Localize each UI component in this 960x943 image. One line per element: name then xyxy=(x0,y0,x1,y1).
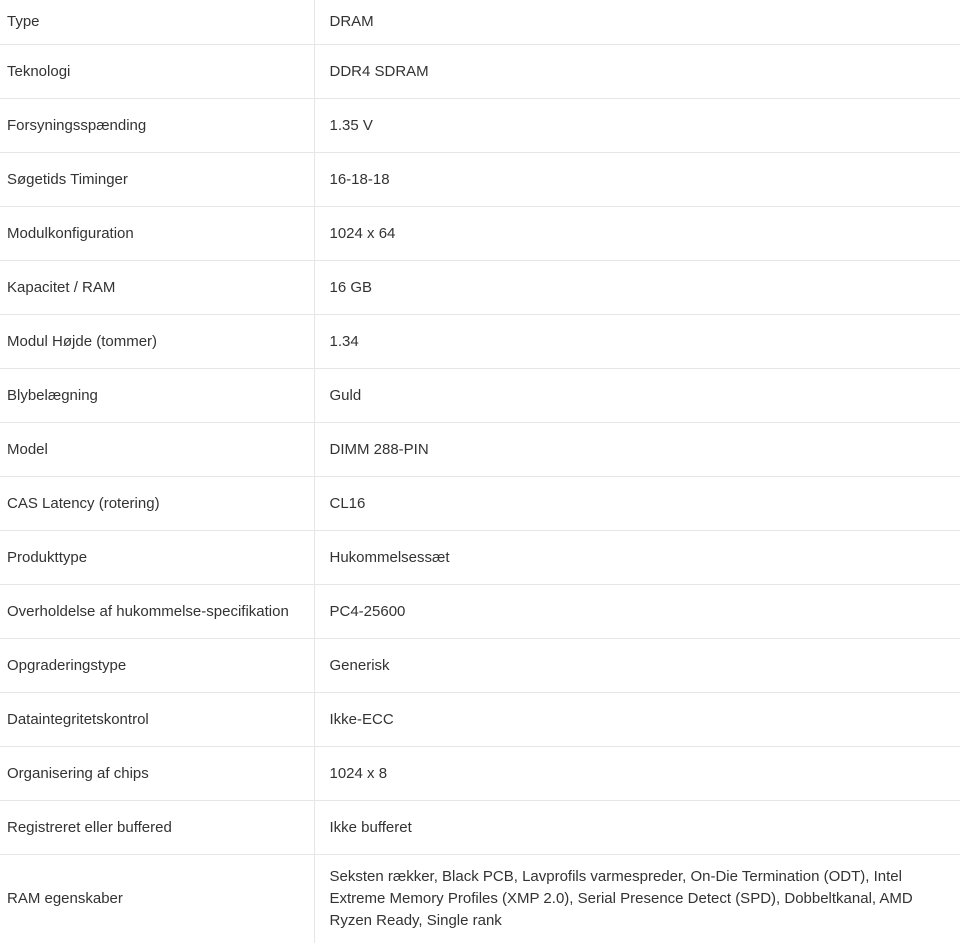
table-row xyxy=(0,747,960,801)
spec-value: 1.34 xyxy=(314,315,960,369)
spec-value: Ikke bufferet xyxy=(314,801,960,855)
table-row xyxy=(0,531,960,585)
spec-label: RAM egenskaber xyxy=(0,855,314,943)
table-row xyxy=(0,369,960,423)
table-row xyxy=(0,207,960,261)
table-row xyxy=(0,423,960,477)
spec-value: Generisk xyxy=(314,639,960,693)
table-row xyxy=(0,261,960,315)
spec-value: CL16 xyxy=(314,477,960,531)
spec-value: Ikke-ECC xyxy=(314,693,960,747)
spec-label: CAS Latency (rotering) xyxy=(0,477,314,531)
table-row xyxy=(0,315,960,369)
spec-label: Model xyxy=(0,423,314,477)
table-row xyxy=(0,45,960,99)
table-row xyxy=(0,0,960,45)
spec-value: Hukommelsessæt xyxy=(314,531,960,585)
spec-value: 1024 x 8 xyxy=(314,747,960,801)
spec-label: Organisering af chips xyxy=(0,747,314,801)
spec-label: Registreret eller buffered xyxy=(0,801,314,855)
spec-value: 1024 x 64 xyxy=(314,207,960,261)
spec-label: Modul Højde (tommer) xyxy=(0,315,314,369)
spec-value: Seksten rækker, Black PCB, Lavprofils varmespreder, On-Die Termination (ODT), Intel Extreme Memory Profiles (XMP 2.0), Serial Presence Detect (SPD), Dobbeltkanal, AMD Ryzen Ready, Single rank xyxy=(314,855,960,943)
spec-value: 16 GB xyxy=(314,261,960,315)
spec-value: DRAM xyxy=(314,0,960,45)
spec-label: Modulkonfiguration xyxy=(0,207,314,261)
table-row xyxy=(0,801,960,855)
table-row xyxy=(0,693,960,747)
spec-label: Dataintegritetskontrol xyxy=(0,693,314,747)
table-row xyxy=(0,99,960,153)
table-row xyxy=(0,585,960,639)
spec-value: DDR4 SDRAM xyxy=(314,45,960,99)
table-row xyxy=(0,855,960,943)
spec-label: Kapacitet / RAM xyxy=(0,261,314,315)
spec-value: DIMM 288-PIN xyxy=(314,423,960,477)
spec-label: Forsyningsspænding xyxy=(0,99,314,153)
spec-label: Produkttype xyxy=(0,531,314,585)
spec-label: Overholdelse af hukommelse-specifikation xyxy=(0,585,314,639)
spec-value: Guld xyxy=(314,369,960,423)
spec-value: PC4-25600 xyxy=(314,585,960,639)
spec-value: 16-18-18 xyxy=(314,153,960,207)
table-row xyxy=(0,639,960,693)
table-row xyxy=(0,477,960,531)
spec-label: Blybelægning xyxy=(0,369,314,423)
table-row xyxy=(0,153,960,207)
spec-label: Type xyxy=(0,0,314,45)
spec-label: Teknologi xyxy=(0,45,314,99)
spec-label: Søgetids Timinger xyxy=(0,153,314,207)
spec-value: 1.35 V xyxy=(314,99,960,153)
spec-label: Opgraderingstype xyxy=(0,639,314,693)
